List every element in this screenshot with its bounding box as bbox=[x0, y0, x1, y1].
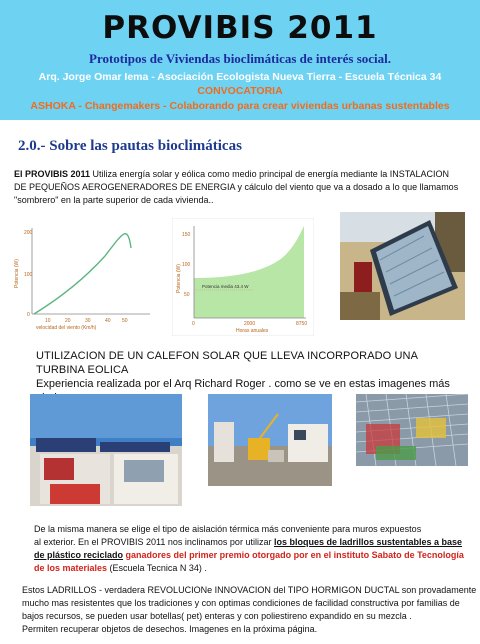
y-tick-label: 100 bbox=[24, 272, 33, 278]
materiales-highlight: de los materiales bbox=[34, 563, 108, 573]
ashoka-line: ASHOKA - Changemakers - Colaborando para crear viviendas urbanas sustentables bbox=[30, 100, 450, 112]
calefon-title: UTILIZACION DE UN CALEFON SOLAR QUE LLEVA INCORPORADO UNA TURBINA EOLICA bbox=[36, 350, 418, 376]
annual-hours-chart bbox=[172, 218, 314, 336]
credits-line: Arq. Jorge Omar Iema - Asociación Ecologista Nueva Tierra - Escuela Técnica 34 bbox=[38, 71, 442, 83]
aislacion-line2a: al exterior. En el PROVIBIS 2011 nos inclinamos por utilizar bbox=[34, 537, 274, 547]
y-tick-label: 100 bbox=[182, 262, 191, 268]
x-tick-label: 10 bbox=[45, 318, 51, 324]
ladrillos-highlight: los bloques de ladrillos sustentables a base bbox=[273, 537, 463, 547]
intro-line3: "sombrero" en la parte superior de cada vivienda.. bbox=[14, 195, 214, 205]
plastico-highlight: de plástico reciclado bbox=[34, 550, 124, 560]
x-tick-label: 50 bbox=[122, 318, 128, 324]
ladrillos-line2: mucho mas resistentes que los tradiciones y con optimas condiciones de facilidad constructiva por familias de bbox=[22, 598, 460, 608]
chart-annotation: Potencia media 43.4 W bbox=[202, 284, 249, 289]
y-axis-label: Potencia (W) bbox=[14, 259, 20, 288]
construction-photo bbox=[208, 394, 332, 486]
section-title: 2.0.- Sobre las pautas bioclimáticas bbox=[18, 138, 242, 154]
x-axis-label: Horas anuales bbox=[236, 328, 269, 334]
calefon-desc: Experiencia realizada por el Arq Richard Roger . como se ve en estas imagenes más bbox=[36, 378, 450, 390]
ladrillos-line4: Permiten recuperar objetos de desechos. Imagenes en la próxima página. bbox=[22, 624, 318, 634]
page-title: PROVIBIS 2011 bbox=[102, 10, 378, 46]
intro-bold: El PROVIBIS 2011 bbox=[14, 169, 91, 179]
x-tick-label: 0 bbox=[192, 321, 195, 327]
y-tick-label: 50 bbox=[184, 292, 190, 298]
ladrillos-line3: bajos recursos, se pueden usar botellas( pet) enteras y con poliestireno expandido en su mezcla . bbox=[22, 611, 412, 621]
y-tick-label: 0 bbox=[27, 312, 30, 318]
premio-highlight: ganadores del primer premio otorgado por en el instituto Sabato de Tecnología bbox=[123, 550, 464, 560]
convocatoria-label: CONVOCATORIA bbox=[197, 85, 283, 97]
x-tick-label: 30 bbox=[85, 318, 91, 324]
y-tick-label: 200 bbox=[24, 230, 33, 236]
x-tick-label: 8750 bbox=[296, 321, 308, 327]
x-tick-label: 20 bbox=[65, 318, 71, 324]
wind-power-chart bbox=[10, 218, 160, 330]
x-axis-label: velocidad del viento (Km/h) bbox=[36, 325, 97, 330]
solar-collector-photo bbox=[340, 212, 465, 320]
page-subtitle: Prototipos de Viviendas bioclimáticas de interés social. bbox=[89, 51, 391, 66]
ladrillos-line1: Estos LADRILLOS - verdadera REVOLUCIONe INNOVACION del TIPO HORMIGON DUCTAL son provadamente bbox=[22, 585, 477, 595]
x-tick-label: 2000 bbox=[244, 321, 256, 327]
aislacion-line1: De la misma manera se elige el tipo de aislación térmica más conveniente para muros expuestos bbox=[34, 524, 422, 534]
intro-line1: Utiliza energía solar y eólica como medio principal de energía mediante la INSTALACION bbox=[90, 169, 450, 179]
ladrillos-paragraph bbox=[22, 584, 478, 636]
header-banner bbox=[0, 0, 480, 120]
y-tick-label: 150 bbox=[182, 232, 191, 238]
x-tick-label: 40 bbox=[105, 318, 111, 324]
houses-photo bbox=[30, 394, 182, 506]
escuela-ref: (Escuela Tecnica N 34) . bbox=[107, 563, 207, 573]
wall-structure-photo bbox=[356, 394, 468, 466]
aislacion-paragraph bbox=[34, 523, 474, 575]
intro-line2: DE PEQUEÑOS AEROGENERADORES DE ENERGIA y cálculo del viento que va a dosado a lo que llamamos bbox=[14, 182, 459, 192]
y-axis-label: Potencia (W) bbox=[176, 264, 182, 293]
intro-paragraph bbox=[14, 168, 474, 207]
